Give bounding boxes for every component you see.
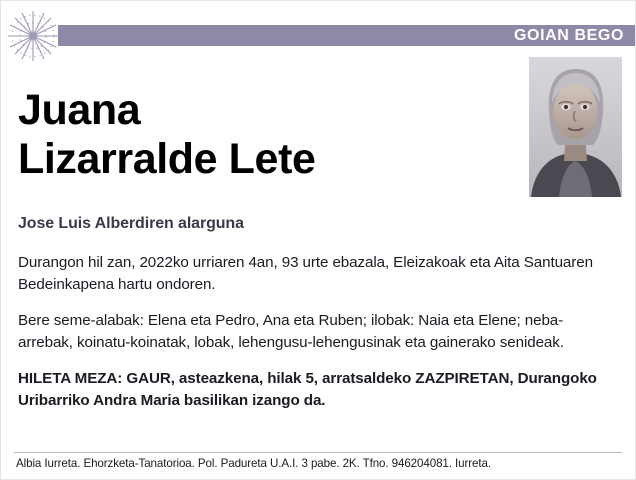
flower-decoration-icon bbox=[5, 8, 61, 64]
deceased-surnames: Lizarralde Lete bbox=[18, 135, 316, 183]
goian-bego-label: GOIAN BEGO bbox=[513, 27, 624, 44]
body-paragraph-2: Bere seme-alabak: Elena eta Pedro, Ana eta Ruben; ilobak: Naia eta Elene; neba-arrebak, koinatu-koinatak, lobak, lehengusu-lehengusinak eta gainerako senideak. bbox=[18, 312, 564, 351]
body-paragraph-1: Durangon hil zan, 2022ko urriaren 4an, 93 urte ebazala, Eleizakoak eta Aita Santuaren Bedeinkapena hartu ondoren. bbox=[18, 254, 593, 293]
funeral-home-footer: Albia Iurreta. Ehorzketa-Tanatorioa. Pol. Padureta U.A.I. 3 pabe. 2K. Tfno. 946204081. Iurreta. bbox=[16, 457, 491, 470]
deceased-relation: Jose Luis Alberdiren alarguna bbox=[18, 215, 244, 232]
portrait-photo bbox=[529, 57, 622, 197]
notice-body bbox=[18, 252, 618, 412]
footer-divider bbox=[14, 452, 622, 453]
deceased-name bbox=[18, 86, 498, 184]
deceased-first-name: Juana bbox=[18, 86, 141, 134]
funeral-mass-paragraph: HILETA MEZA: GAUR, asteazkena, hilak 5, arratsaldeko ZAZPIRETAN, Durangoko Uribarriko Andra Maria basilikan izango da. bbox=[18, 370, 597, 409]
